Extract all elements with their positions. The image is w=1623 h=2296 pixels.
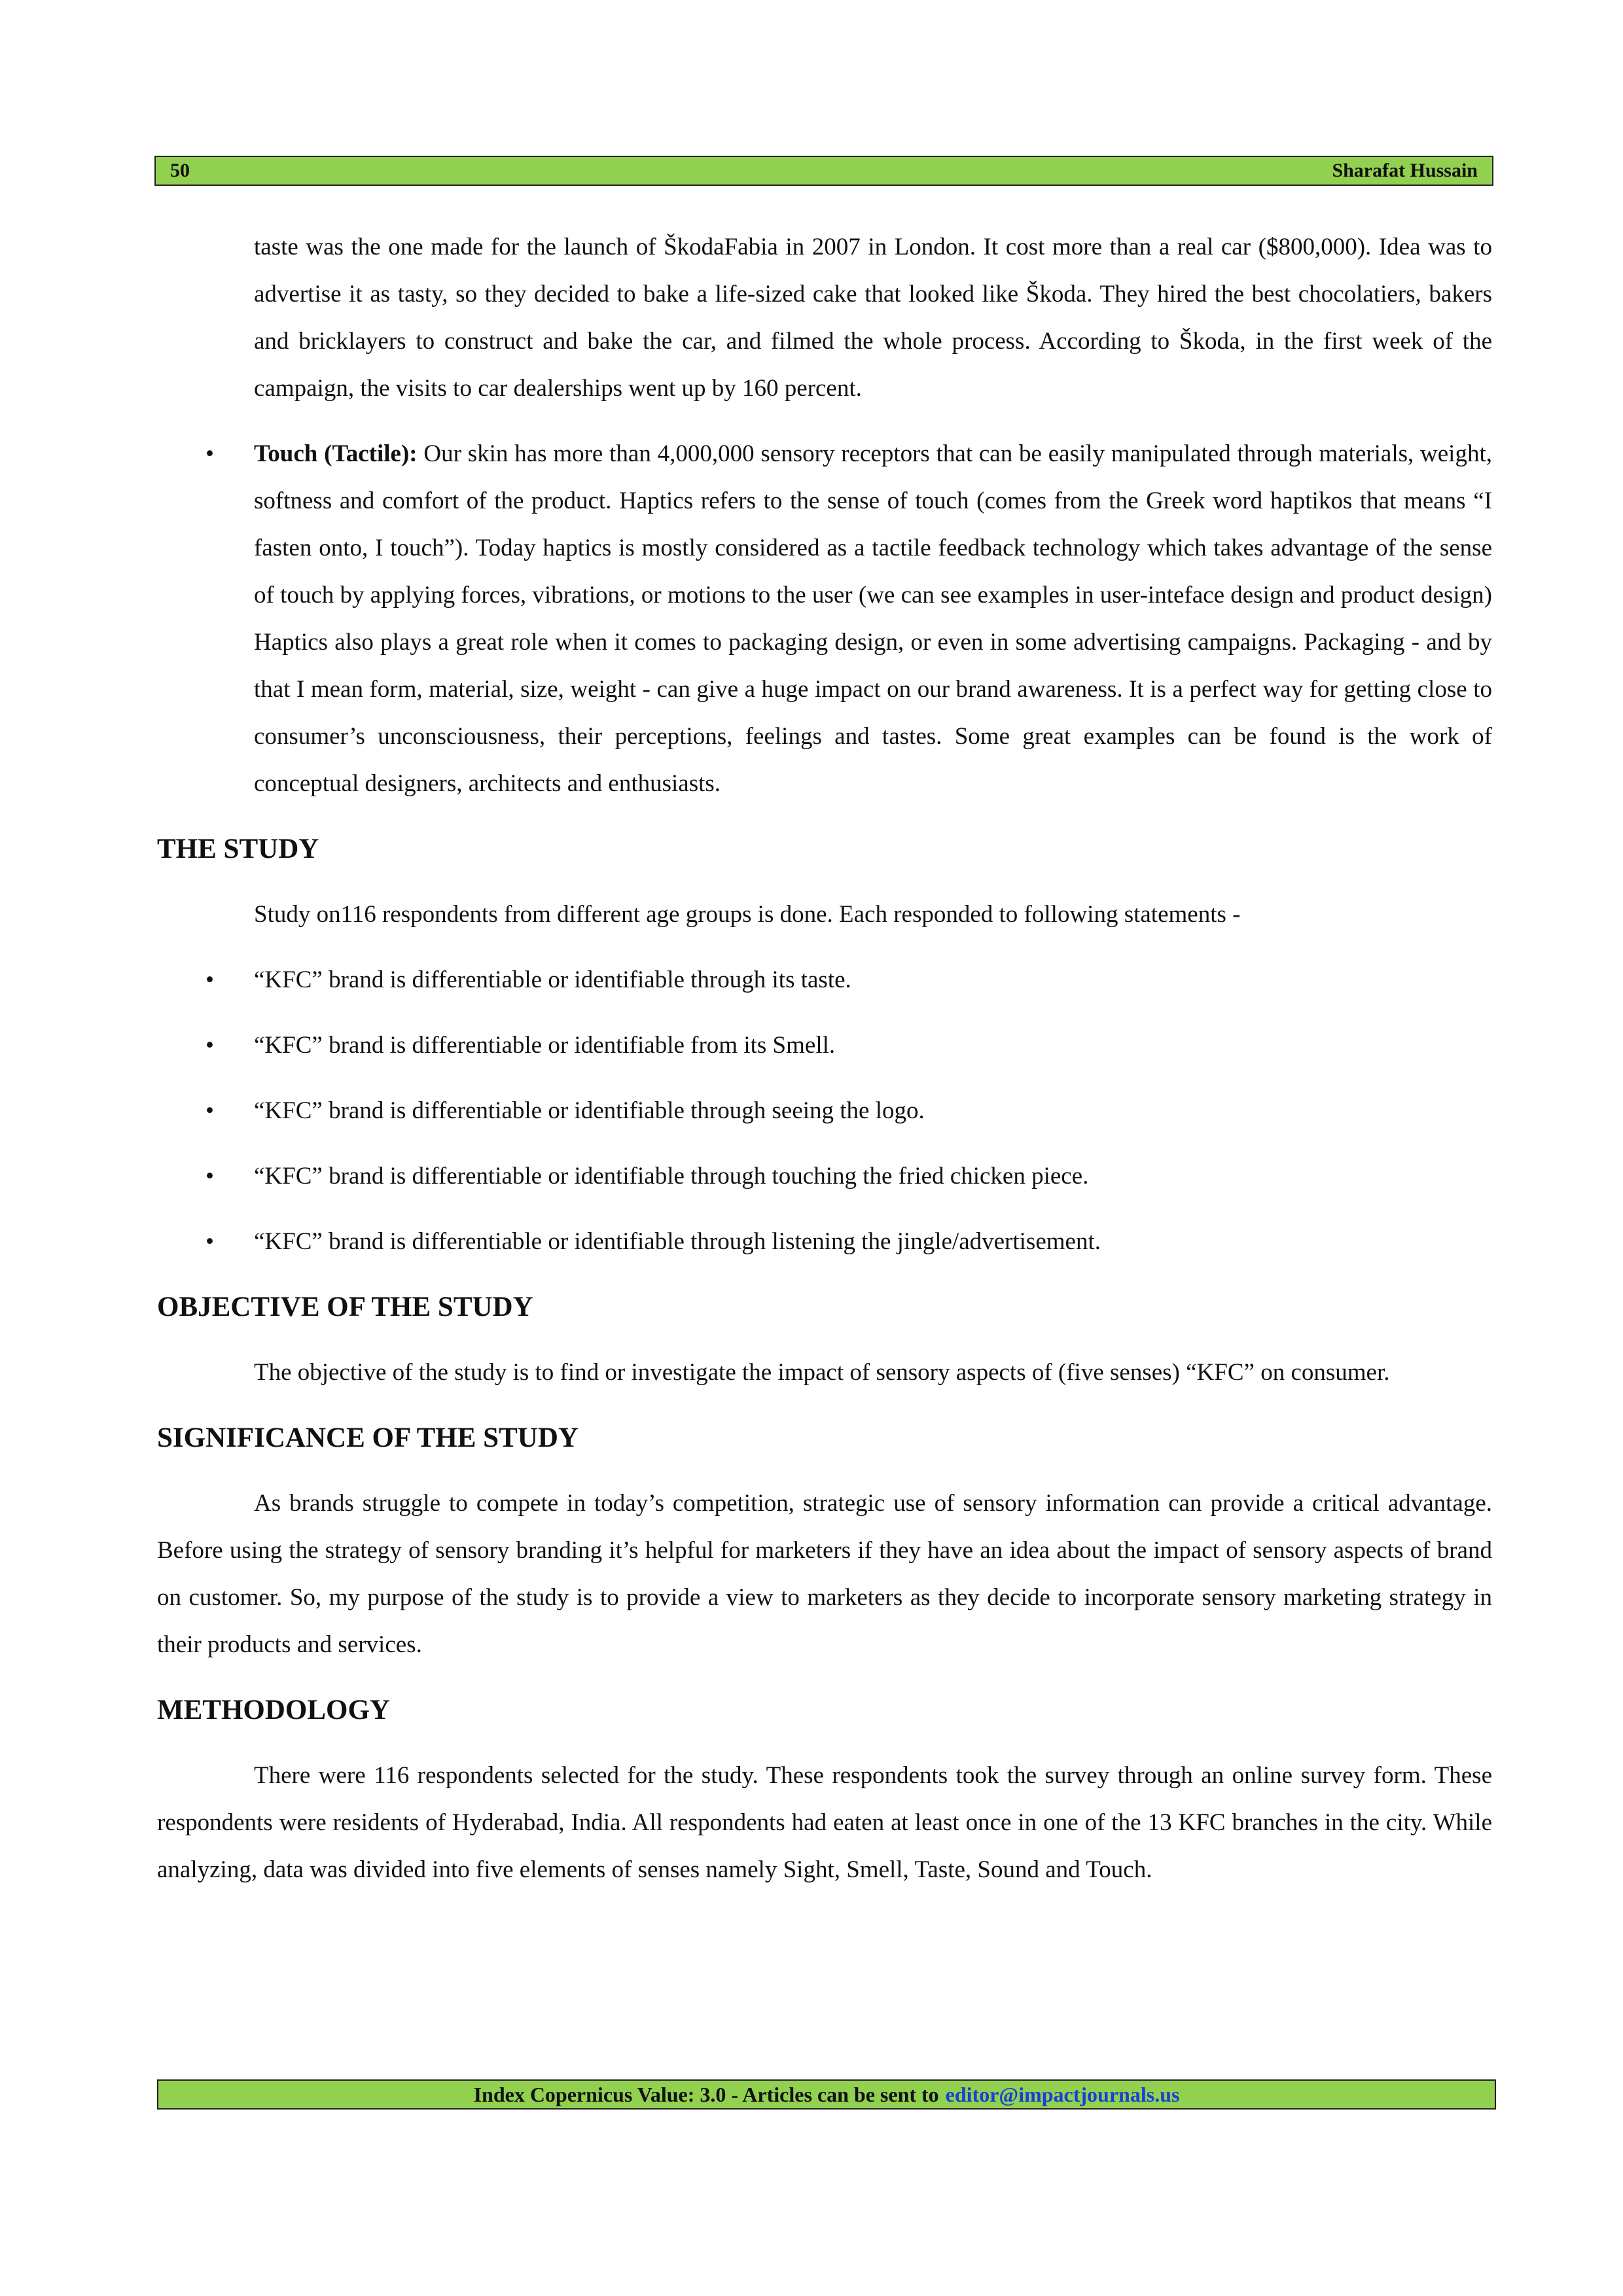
statement-item [157,1022,1492,1069]
statement-item [157,957,1492,1004]
significance-text: As brands struggle to compete in today’s competition, strategic use of sensory information can provide a critical advantage. Before using the strategy of sensory branding it’s helpful for marketers if they have an idea about the impact of sensory aspects of brand on customer. So, my purpose of the study is to provide a view to marketers as they decide to incorporate sensory marketing strategy in their products and services. [157,1490,1492,1658]
footer-email-link[interactable]: editor@impactjournals.us [945,2082,1180,2106]
touch-bullet-text [254,431,1492,807]
bullet-dot-icon: • [205,1032,214,1059]
statement-text: “KFC” brand is differentiable or identifiable through seeing the logo. [254,1097,925,1124]
bullet-dot-icon: • [205,440,214,467]
running-header [154,156,1493,186]
running-footer [157,2079,1496,2110]
methodology-text: There were 116 respondents selected for the study. These respondents took the survey through an online survey form. These respondents were residents of Hyderabad, India. All respondents had eaten at least once in one of the 13 KFC branches in the city. While analyzing, data was divided into five elements of senses namely Sight, Smell, Taste, Sound and Touch. [157,1762,1492,1883]
statement-item [157,1153,1492,1200]
page-body [157,224,1492,1912]
bullet-dot-icon: • [205,1228,214,1255]
footer-text: Index Copernicus Value: 3.0 - Articles can be sent to [473,2082,939,2106]
author-name: Sharafat Hussain [1332,160,1478,181]
statement-text: “KFC” brand is differentiable or identifiable from its Smell. [254,1032,836,1059]
page-number: 50 [170,160,190,181]
study-intro: Study on116 respondents from different age groups is done. Each responded to following statements - [254,901,1241,928]
touch-bullet [157,431,1492,807]
objective-text: The objective of the study is to find or investigate the impact of sensory aspects of (five senses) “KFC” on consumer. [254,1359,1390,1386]
intro-paragraph: taste was the one made for the launch of ŠkodaFabia in 2007 in London. It cost more than a real car ($800,000). Idea was to advertise it as tasty, so they decided to bake a life-sized cake that looked like Škoda. They hired the best chocolatiers, bakers and bricklayers to construct and bake the car, and filmed the whole process. According to Škoda, in the first week of the campaign, the visits to car dealerships went up by 160 percent. [254,234,1492,402]
statement-item [157,1087,1492,1135]
section-heading-study: THE STUDY [157,834,319,864]
bullet-dot-icon: • [205,966,214,993]
bullet-dot-icon: • [205,1097,214,1124]
statement-text: “KFC” brand is differentiable or identifiable through touching the fried chicken piece. [254,1163,1089,1190]
statement-text: “KFC” brand is differentiable or identifiable through its taste. [254,966,851,993]
touch-body: Our skin has more than 4,000,000 sensory receptors that can be easily manipulated through materials, weight, softness and comfort of the product. Haptics refers to the sense of touch (comes from the Greek word haptikos that means “I fasten onto, I touch”). Today haptics is mostly considered as a tactile feedback technology which takes advantage of the sense of touch by applying forces, vibrations, or motions to the user (we can see examples in user-inteface design and product design) Haptics also plays a great role when it comes to packaging design, or even in some advertising campaigns. Packaging - and by that I mean form, material, size, weight - can give a huge impact on our brand awareness. It is a perfect way for getting close to consumer’s unconsciousness, their perceptions, feelings and tastes. Some great examples can be found is the work of conceptual designers, architects and enthusiasts. [254,440,1492,797]
section-heading-objective: OBJECTIVE OF THE STUDY [157,1292,533,1322]
statement-item [157,1218,1492,1265]
section-heading-significance: SIGNIFICANCE OF THE STUDY [157,1422,579,1453]
statement-text: “KFC” brand is differentiable or identifiable through listening the jingle/advertisement. [254,1228,1101,1255]
bullet-dot-icon: • [205,1163,214,1190]
section-heading-methodology: METHODOLOGY [157,1695,390,1725]
touch-label: Touch (Tactile): [254,440,418,467]
